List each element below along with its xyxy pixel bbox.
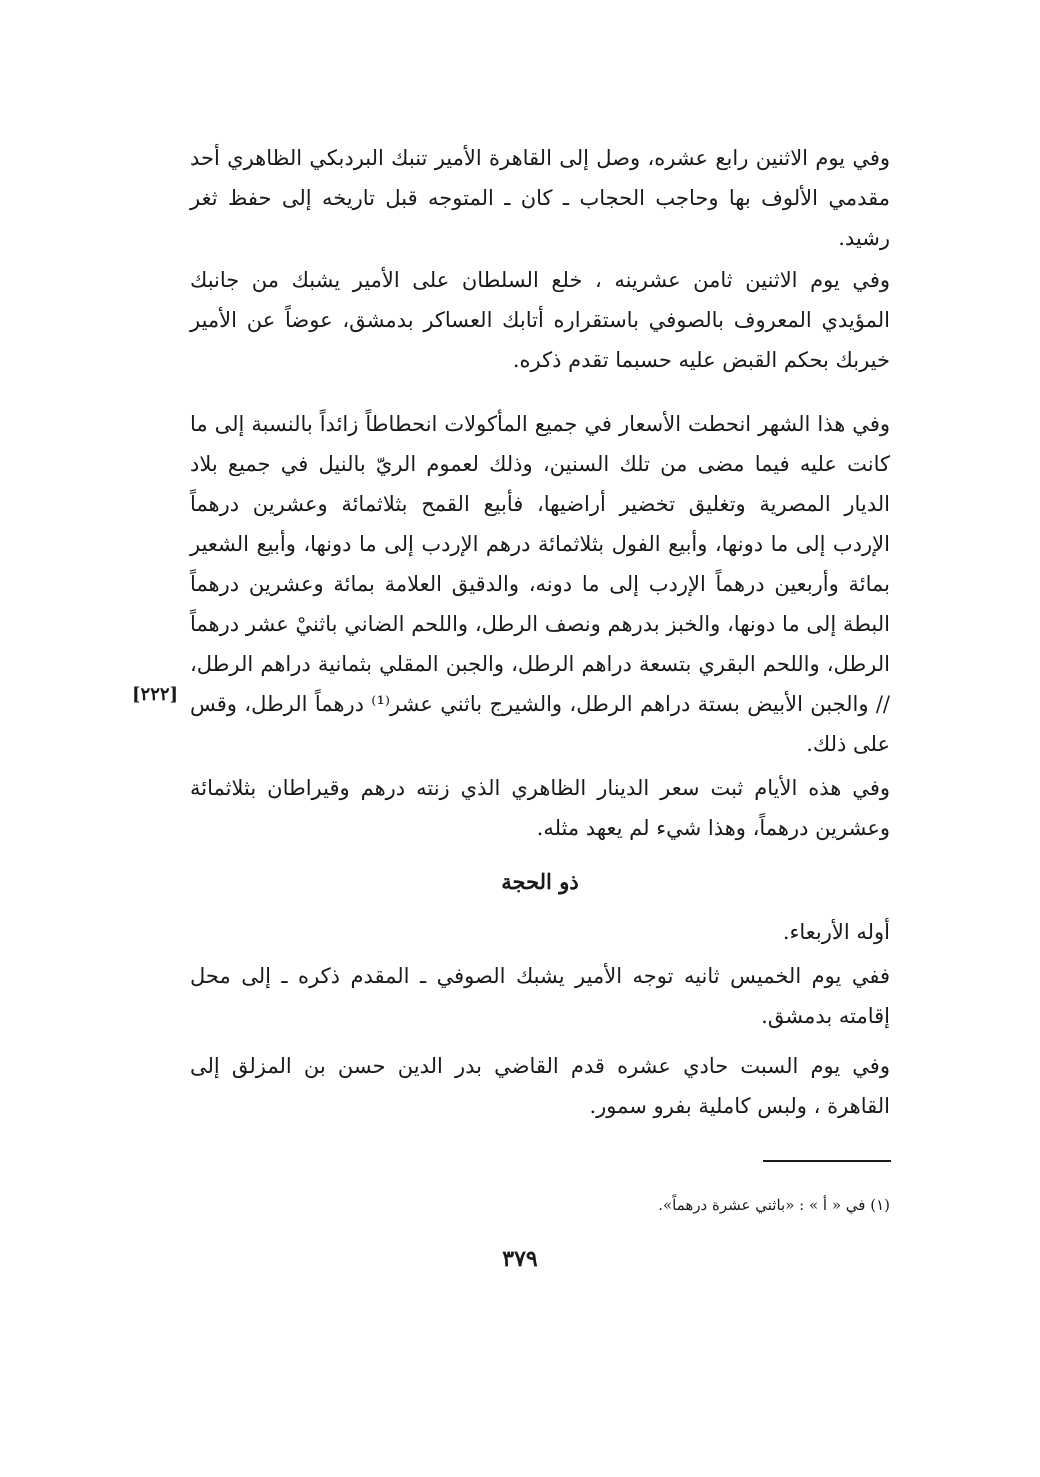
section-heading-dhul-hijja: ذو الحجة <box>501 869 579 894</box>
page-number: ٣٧٩ <box>502 1246 538 1272</box>
paragraph-yashbak-departure: ففي يوم الخميس ثانيه توجه الأمير يشبك الصوفي ـ المقدم ذكره ـ إلى محل إقامته بدمشق. <box>190 964 890 1028</box>
footnote-divider <box>763 1160 891 1162</box>
paragraph-tanbak-arrival: وفي يوم الاثنين رابع عشره، وصل إلى القاهرة الأمير تنبك البردبكي الظاهري أحد مقدمي الألوف بها وحاجب الحجاب ـ كان ـ المتوجه قبل تاريخه إلى حفظ ثغر رشيد. <box>190 146 890 250</box>
paragraph-price-decline: وفي هذا الشهر انحطت الأسعار في جميع المأكولات انحطاطاً زائداً بالنسبة إلى ما كانت عليه فيما مضى من تلك السنين، وذلك لعموم الريّ بالنيل في جميع بلاد الديار المصرية وتغليق تخضير أراضيها، فأبيع القمح بثلاثمائة وعشرين درهماً الإردب إلى ما دونها، وأبيع الفول بثلاثمائة درهم الإردب إلى ما دونها، وأبيع الشعير بمائة وأربعين درهماً الإردب إلى ما دونه، والدقيق العلامة بمائة وعشرين درهماً البطة إلى ما دونها، والخبز بدرهم ونصف الرطل، واللحم الضاني باثنيْ عشر درهماً الرطل، واللحم البقري بتسعة دراهم الرطل، والجبن المقلي بثمانية دراهم الرطل، // والجبن الأبيض بستة دراهم الرطل، والشيرج باثني عشر⁽¹⁾ درهماً الرطل، وقس على ذلك. <box>190 412 890 756</box>
paragraph-yashbak-appointment: وفي يوم الاثنين ثامن عشرينه ، خلع السلطان على الأمير يشبك من جانبك المؤيدي المعروف بالصوفي باستقراره أتابك العساكر بدمشق، عوضاً عن الأمير خيربك بحكم القبض عليه حسبما تقدم ذكره. <box>190 268 890 372</box>
footnote: (١) في « أ » : «باثني عشرة درهماً». <box>658 1196 890 1214</box>
paragraph-dinar-rate: وفي هذه الأيام ثبت سعر الدينار الظاهري الذي زنته درهم وقيراطان بثلاثمائة وعشرين درهماً، وهذا شيء لم يعهد مثله. <box>190 776 890 840</box>
marginal-page-reference: [٢٢٢] <box>132 684 179 705</box>
paragraph-qadi-arrival: وفي يوم السبت حادي عشره قدم القاضي بدر الدين حسن بن المزلق إلى القاهرة ، ولبس كاملية بفرو سمور. <box>190 1054 890 1118</box>
paragraph-month-start: أوله الأربعاء. <box>782 920 890 944</box>
